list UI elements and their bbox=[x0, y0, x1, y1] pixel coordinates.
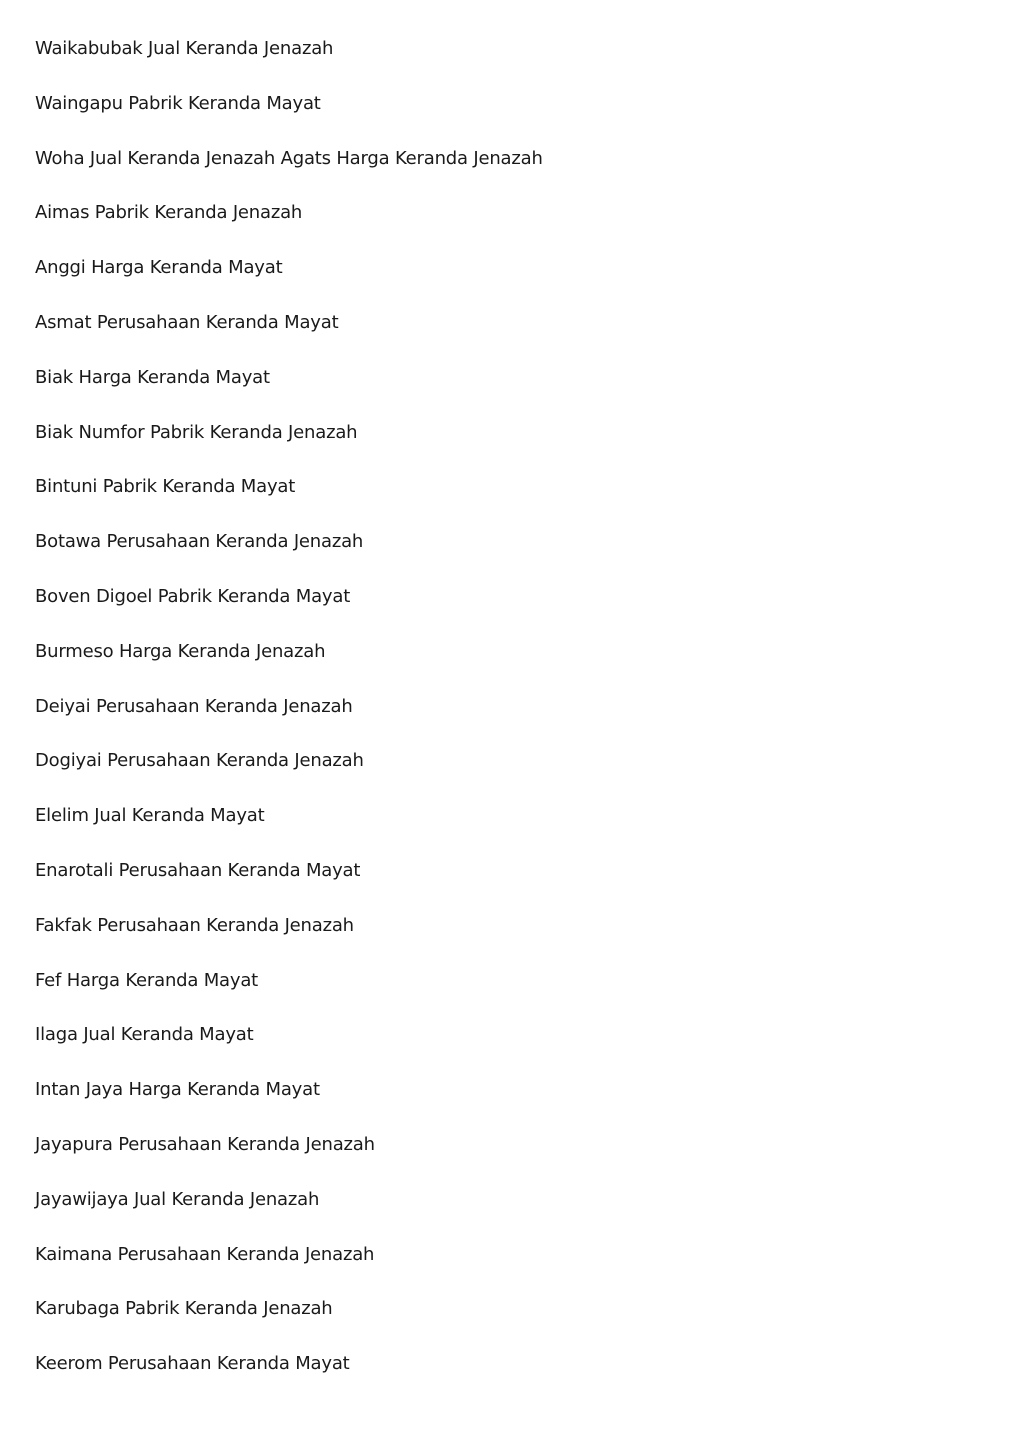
list-item: Biak Harga Keranda Mayat bbox=[35, 366, 270, 388]
list-item: Jayawijaya Jual Keranda Jenazah bbox=[35, 1188, 320, 1210]
list-item: Waingapu Pabrik Keranda Mayat bbox=[35, 92, 321, 114]
list-item: Burmeso Harga Keranda Jenazah bbox=[35, 640, 326, 662]
location-list bbox=[35, 37, 543, 1407]
list-item: Botawa Perusahaan Keranda Jenazah bbox=[35, 531, 364, 553]
list-item: Keerom Perusahaan Keranda Mayat bbox=[35, 1353, 350, 1375]
list-item: Enarotali Perusahaan Keranda Mayat bbox=[35, 859, 361, 881]
list-item: Dogiyai Perusahaan Keranda Jenazah bbox=[35, 750, 364, 772]
list-item: Biak Numfor Pabrik Keranda Jenazah bbox=[35, 421, 358, 443]
list-item: Elelim Jual Keranda Mayat bbox=[35, 805, 265, 827]
list-item: Deiyai Perusahaan Keranda Jenazah bbox=[35, 695, 353, 717]
list-item: Woha Jual Keranda Jenazah Agats Harga Keranda Jenazah bbox=[35, 147, 543, 169]
list-item: Jayapura Perusahaan Keranda Jenazah bbox=[35, 1133, 375, 1155]
list-item: Karubaga Pabrik Keranda Jenazah bbox=[35, 1298, 333, 1320]
list-item: Ilaga Jual Keranda Mayat bbox=[35, 1024, 254, 1046]
list-item: Asmat Perusahaan Keranda Mayat bbox=[35, 311, 339, 333]
list-item: Anggi Harga Keranda Mayat bbox=[35, 257, 283, 279]
list-item: Aimas Pabrik Keranda Jenazah bbox=[35, 202, 303, 224]
list-item: Fakfak Perusahaan Keranda Jenazah bbox=[35, 914, 354, 936]
list-item: Fef Harga Keranda Mayat bbox=[35, 969, 259, 991]
list-item: Intan Jaya Harga Keranda Mayat bbox=[35, 1079, 320, 1101]
list-item: Bintuni Pabrik Keranda Mayat bbox=[35, 476, 296, 498]
list-item: Waikabubak Jual Keranda Jenazah bbox=[35, 38, 334, 59]
list-item: Boven Digoel Pabrik Keranda Mayat bbox=[35, 585, 351, 607]
list-item: Kaimana Perusahaan Keranda Jenazah bbox=[35, 1243, 375, 1265]
